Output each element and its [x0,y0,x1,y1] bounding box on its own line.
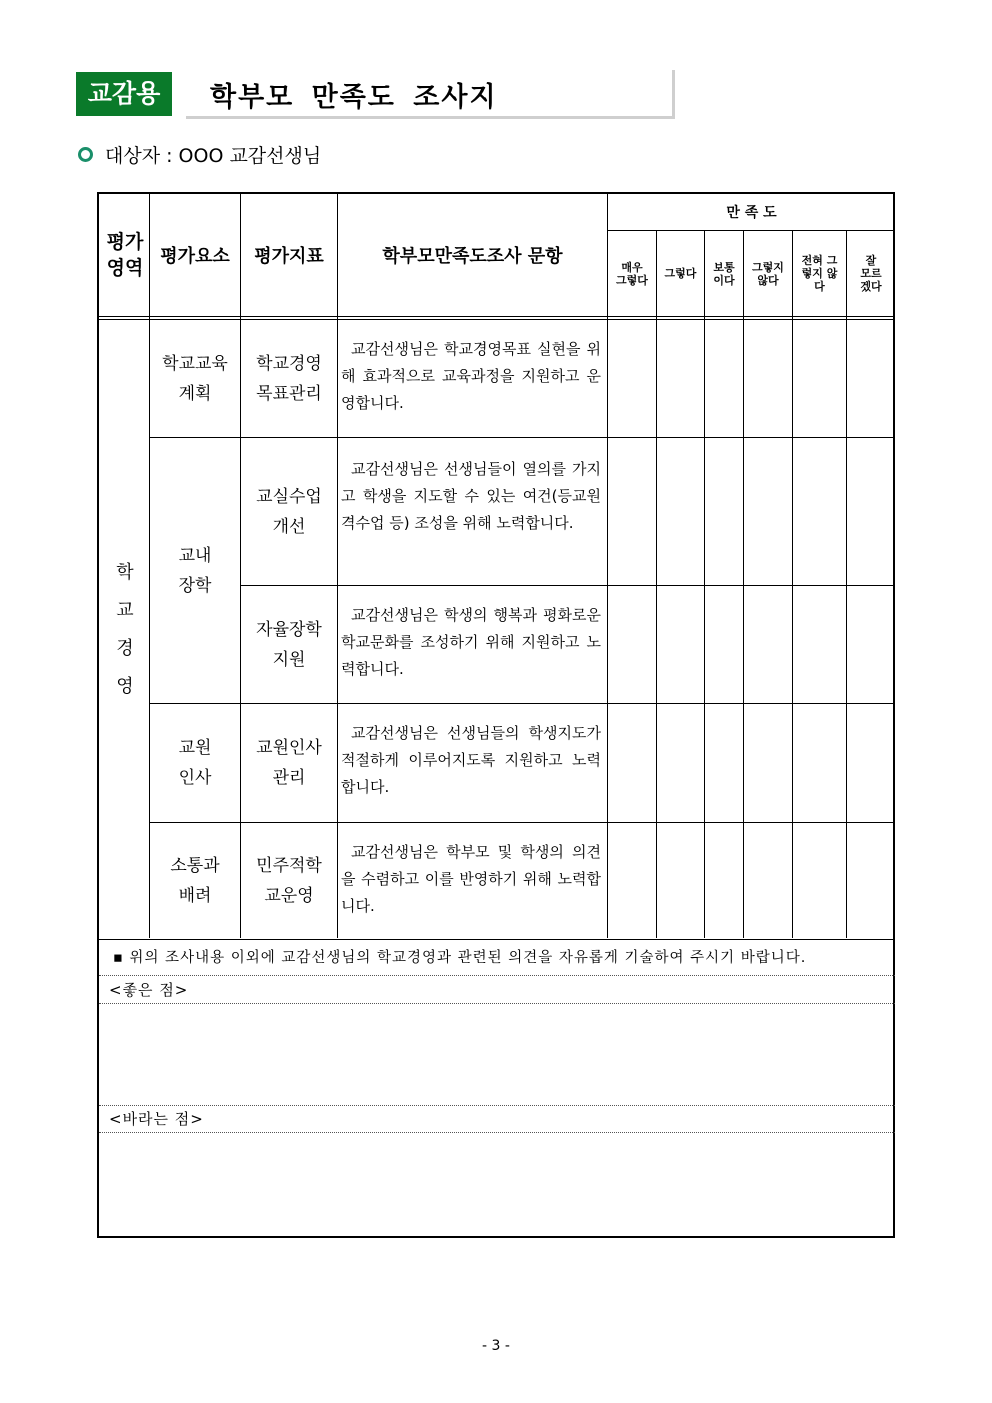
page-header [76,70,674,120]
header-indicator: 평가지표 [254,246,324,267]
title-box [186,70,675,119]
scale-dont-know: 잘 모르 겠다 [860,254,882,293]
comment-instruction: ▪ 위의 조사내용 이외에 교감선생님의 학교경영과 관련된 의견을 자유롭게 기술하여 주시기 바랍니다. [113,950,807,966]
wish-points-label: <바라는 점> [109,1110,204,1128]
survey-target [78,140,321,168]
element-communication: 소통과배려 [170,856,220,906]
question-4: 교감선생님은 선생님들의 학생지도가 적절하게 이루어지도록 지원하고 노력합니다. [341,724,601,796]
audience-badge: 교감용 [76,72,172,116]
indicator-goal-management: 학교경영목표관리 [256,353,322,404]
scale-very-agree: 매우 그렇다 [616,260,648,287]
scale-neutral: 보통 이다 [713,260,735,287]
element-personnel: 교원인사 [178,738,212,788]
indicator-class-improvement: 교실수업개선 [256,486,322,537]
survey-table [97,192,895,1238]
scale-strongly-disagree: 전혀 그렇지 않다 [801,254,838,293]
page-title: 학부모 만족도 조사지 [210,82,498,113]
indicator-personnel-management: 교원인사관리 [256,738,322,788]
wish-points-field[interactable] [99,1134,895,1236]
good-points-field[interactable] [99,1004,895,1104]
scale-disagree: 그렇지 않다 [752,260,784,287]
element-school-plan: 학교교육계획 [162,353,228,404]
header-satisfaction: 만 족 도 [726,205,777,221]
good-points-label: <좋은 점> [109,981,189,999]
header-element: 평가요소 [160,246,230,267]
area-school-management: 학교경영 [116,561,134,697]
header-area: 평가영역 [106,231,144,279]
header-question: 학부모만족도조사 문항 [382,246,563,267]
indicator-self-supervision: 자율장학지원 [256,619,322,670]
indicator-democratic-operation: 민주적학교운영 [256,856,322,906]
page-number: - 3 - [482,1338,510,1354]
question-1: 교감선생님은 학교경영목표 실현을 위해 효과적으로 교육과정을 지원하고 운영합니다. [341,340,601,412]
element-supervision: 교내장학 [178,545,212,596]
question-2: 교감선생님은 선생님들이 열의를 가지고 학생을 지도할 수 있는 여건(등교원격수업 등) 조성을 위해 노력합니다. [341,460,601,532]
circle-bullet-icon [78,147,93,162]
question-5: 교감선생님은 학부모 및 학생의 의견을 수렴하고 이를 반영하기 위해 노력합니다. [341,843,601,915]
scale-agree: 그렇다 [664,267,697,280]
question-3: 교감선생님은 학생의 행복과 평화로운 학교문화를 조성하기 위해 지원하고 노력합니다. [341,606,601,678]
target-label: 대상자 : OOO 교감선생님 [105,144,322,167]
